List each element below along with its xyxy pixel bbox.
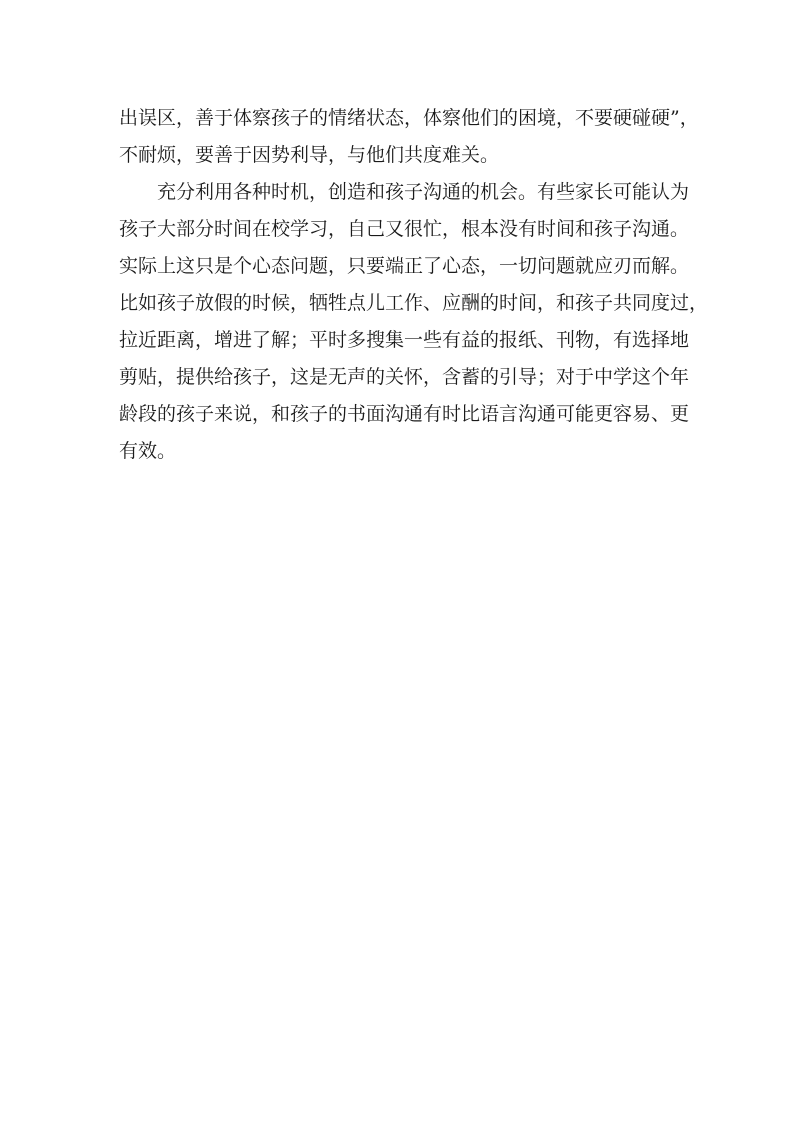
paragraph-1 <box>119 100 699 174</box>
paragraph-line: 充分利用各种时机，创造和孩子沟通的机会。有些家长可能认为 <box>157 181 690 203</box>
paragraph-line: 拉近距离，增进了解；平时多搜集一些有益的报纸、刊物，有选择地 <box>119 329 690 351</box>
paragraph-line: 孩子大部分时间在校学习，自己又很忙，根本没有时间和孩子沟通。 <box>119 218 690 240</box>
paragraph-line: 不耐烦，要善于因势利导，与他们共度难关。 <box>119 144 500 166</box>
paragraph-line: 比如孩子放假的时候，牺牲点儿工作、应酬的时间，和孩子共同度过， <box>119 292 709 314</box>
paragraph-line: 有效。 <box>119 440 177 462</box>
document-body <box>119 100 709 470</box>
paragraph-line: 剪贴，提供给孩子，这是无声的关怀，含蓄的引导；对于中学这个年 <box>119 366 690 388</box>
paragraph-line: 出误区，善于体察孩子的情绪状态，体察他们的困境，不要硬碰硬”， <box>119 107 699 129</box>
paragraph-line: 实际上这只是个心态问题，只要端正了心态，一切问题就应刃而解。 <box>119 255 690 277</box>
paragraph-line: 龄段的孩子来说，和孩子的书面沟通有时比语言沟通可能更容易、更 <box>119 403 690 425</box>
paragraph-2 <box>119 174 709 470</box>
